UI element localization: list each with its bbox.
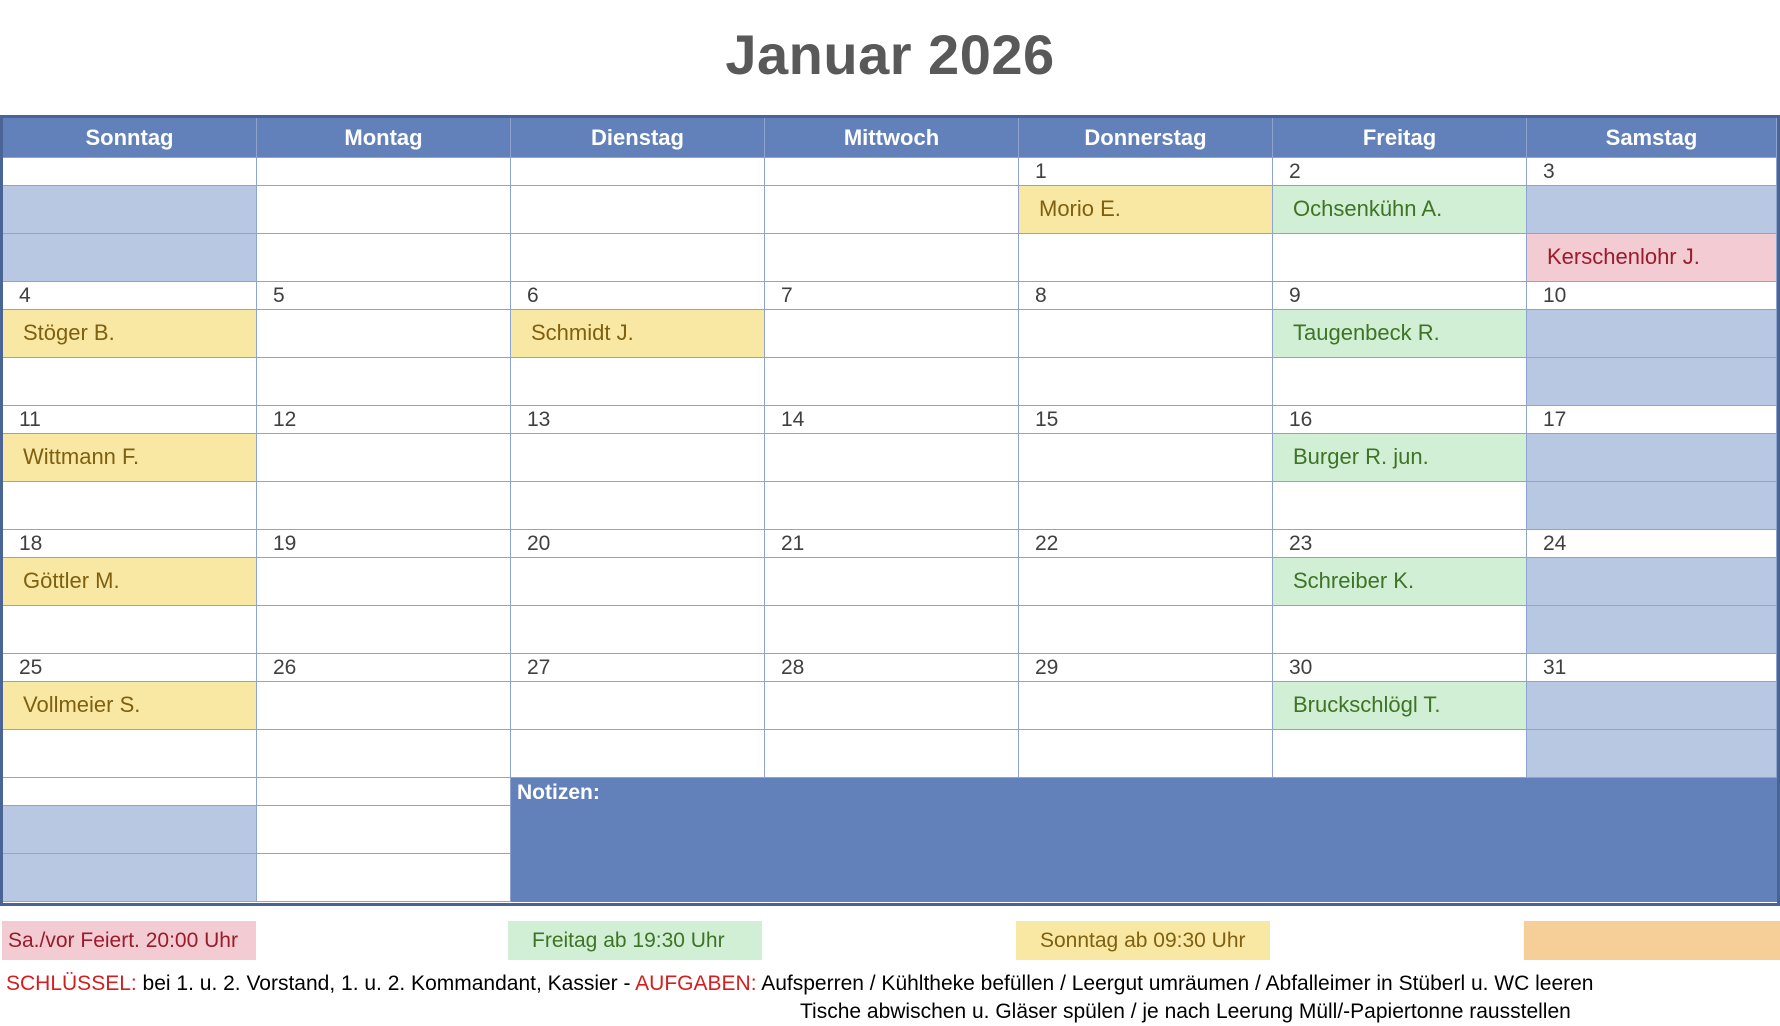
empty-slot <box>765 434 1019 482</box>
empty-slot <box>257 854 511 902</box>
empty-slot <box>1527 606 1777 654</box>
empty-slot <box>511 234 765 282</box>
empty-slot <box>765 358 1019 406</box>
empty-slot <box>257 482 511 530</box>
empty-slot <box>511 558 765 606</box>
footer-line-1 <box>6 972 1594 996</box>
empty-slot <box>1273 730 1527 778</box>
duty-entry: Schreiber K. <box>1273 558 1527 606</box>
duty-entry: Vollmeier S. <box>3 682 257 730</box>
empty-slot <box>1019 482 1273 530</box>
day-number: 3 <box>1527 158 1777 186</box>
empty-slot <box>3 358 257 406</box>
day-number: 26 <box>257 654 511 682</box>
empty-slot <box>3 606 257 654</box>
day-number: 19 <box>257 530 511 558</box>
empty-slot <box>257 806 511 854</box>
empty-slot <box>765 730 1019 778</box>
duty-entry: Taugenbeck R. <box>1273 310 1527 358</box>
empty-slot <box>257 558 511 606</box>
empty-slot <box>257 434 511 482</box>
tasks-label: AUFGABEN: <box>635 972 757 995</box>
empty-slot <box>1019 606 1273 654</box>
empty-slot <box>1019 234 1273 282</box>
day-number: 1 <box>1019 158 1273 186</box>
key-label: SCHLÜSSEL: <box>6 972 137 995</box>
empty-slot <box>1019 310 1273 358</box>
empty-slot <box>1019 682 1273 730</box>
empty-slot <box>1527 310 1777 358</box>
empty-slot <box>511 358 765 406</box>
empty-slot <box>257 682 511 730</box>
day-number: 10 <box>1527 282 1777 310</box>
day-number: 28 <box>765 654 1019 682</box>
day-number: 31 <box>1527 654 1777 682</box>
legend-item: Sonntag ab 09:30 Uhr <box>1016 921 1270 960</box>
empty-slot <box>257 234 511 282</box>
empty-slot <box>3 186 257 234</box>
duty-entry: Schmidt J. <box>511 310 765 358</box>
day-number: 11 <box>3 406 257 434</box>
empty-slot <box>257 606 511 654</box>
notes-area[interactable] <box>511 778 1777 902</box>
day-number <box>257 778 511 806</box>
day-number: 18 <box>3 530 257 558</box>
empty-slot <box>1273 482 1527 530</box>
duty-entry: Stöger B. <box>3 310 257 358</box>
duty-entry: Kerschenlohr J. <box>1527 234 1777 282</box>
duty-entry: Göttler M. <box>3 558 257 606</box>
empty-slot <box>3 482 257 530</box>
empty-slot <box>257 358 511 406</box>
empty-slot <box>257 186 511 234</box>
duty-entry: Morio E. <box>1019 186 1273 234</box>
empty-slot <box>511 482 765 530</box>
notes-label: Notizen: <box>517 781 600 804</box>
empty-slot <box>257 310 511 358</box>
day-number: 25 <box>3 654 257 682</box>
footer-line-2: Tische abwischen u. Gläser spülen / je nach Leerung Müll/-Papiertonne rausstellen <box>800 1000 1571 1023</box>
legend-item: Freitag ab 19:30 Uhr <box>508 921 762 960</box>
day-number: 16 <box>1273 406 1527 434</box>
duty-entry: Ochsenkühn A. <box>1273 186 1527 234</box>
day-number: 15 <box>1019 406 1273 434</box>
day-number: 14 <box>765 406 1019 434</box>
day-number: 21 <box>765 530 1019 558</box>
empty-slot <box>1527 730 1777 778</box>
day-number: 7 <box>765 282 1019 310</box>
weekday-header: Mittwoch <box>765 118 1019 158</box>
day-number <box>765 158 1019 186</box>
empty-slot <box>511 730 765 778</box>
day-number: 12 <box>257 406 511 434</box>
empty-slot <box>765 682 1019 730</box>
legend-item: Sa./vor Feiert. 20:00 Uhr <box>2 921 256 960</box>
empty-slot <box>1527 358 1777 406</box>
day-number: 8 <box>1019 282 1273 310</box>
empty-slot <box>3 806 257 854</box>
empty-slot <box>765 310 1019 358</box>
empty-slot <box>3 234 257 282</box>
day-number: 2 <box>1273 158 1527 186</box>
weekday-header: Montag <box>257 118 511 158</box>
key-text: bei 1. u. 2. Vorstand, 1. u. 2. Kommandant, Kassier - <box>136 972 636 995</box>
day-number: 30 <box>1273 654 1527 682</box>
day-number: 20 <box>511 530 765 558</box>
empty-slot <box>765 186 1019 234</box>
weekday-header: Samstag <box>1527 118 1777 158</box>
day-number: 27 <box>511 654 765 682</box>
day-number: 17 <box>1527 406 1777 434</box>
empty-slot <box>1019 730 1273 778</box>
day-number <box>511 158 765 186</box>
day-number: 13 <box>511 406 765 434</box>
empty-slot <box>1527 682 1777 730</box>
empty-slot <box>1273 234 1527 282</box>
empty-slot <box>511 186 765 234</box>
calendar-grid <box>0 115 1780 906</box>
empty-slot <box>1527 558 1777 606</box>
day-number: 24 <box>1527 530 1777 558</box>
duty-entry: Wittmann F. <box>3 434 257 482</box>
weekday-header: Freitag <box>1273 118 1527 158</box>
empty-slot <box>1527 434 1777 482</box>
day-number <box>3 158 257 186</box>
empty-slot <box>765 558 1019 606</box>
weekday-header: Donnerstag <box>1019 118 1273 158</box>
empty-slot <box>765 234 1019 282</box>
empty-slot <box>3 854 257 902</box>
empty-slot <box>511 682 765 730</box>
duty-entry: Bruckschlögl T. <box>1273 682 1527 730</box>
empty-slot <box>765 482 1019 530</box>
empty-slot <box>1019 434 1273 482</box>
day-number: 6 <box>511 282 765 310</box>
day-number: 29 <box>1019 654 1273 682</box>
empty-slot <box>1019 358 1273 406</box>
weekday-header: Sonntag <box>3 118 257 158</box>
day-number: 4 <box>3 282 257 310</box>
legend-item <box>1524 921 1780 960</box>
calendar-title: Januar 2026 <box>725 23 1055 86</box>
day-number: 9 <box>1273 282 1527 310</box>
empty-slot <box>511 606 765 654</box>
empty-slot <box>765 606 1019 654</box>
empty-slot <box>1527 186 1777 234</box>
day-number: 5 <box>257 282 511 310</box>
empty-slot <box>1273 606 1527 654</box>
day-number: 22 <box>1019 530 1273 558</box>
empty-slot <box>1527 482 1777 530</box>
day-number <box>257 158 511 186</box>
empty-slot <box>3 730 257 778</box>
day-number <box>3 778 257 806</box>
weekday-header: Dienstag <box>511 118 765 158</box>
tasks-line-1: Aufsperren / Kühltheke befüllen / Leergut umräumen / Abfalleimer in Stüberl u. WC leeren <box>756 972 1594 995</box>
empty-slot <box>511 434 765 482</box>
duty-entry: Burger R. jun. <box>1273 434 1527 482</box>
day-number: 23 <box>1273 530 1527 558</box>
empty-slot <box>1019 558 1273 606</box>
empty-slot <box>1273 358 1527 406</box>
empty-slot <box>257 730 511 778</box>
